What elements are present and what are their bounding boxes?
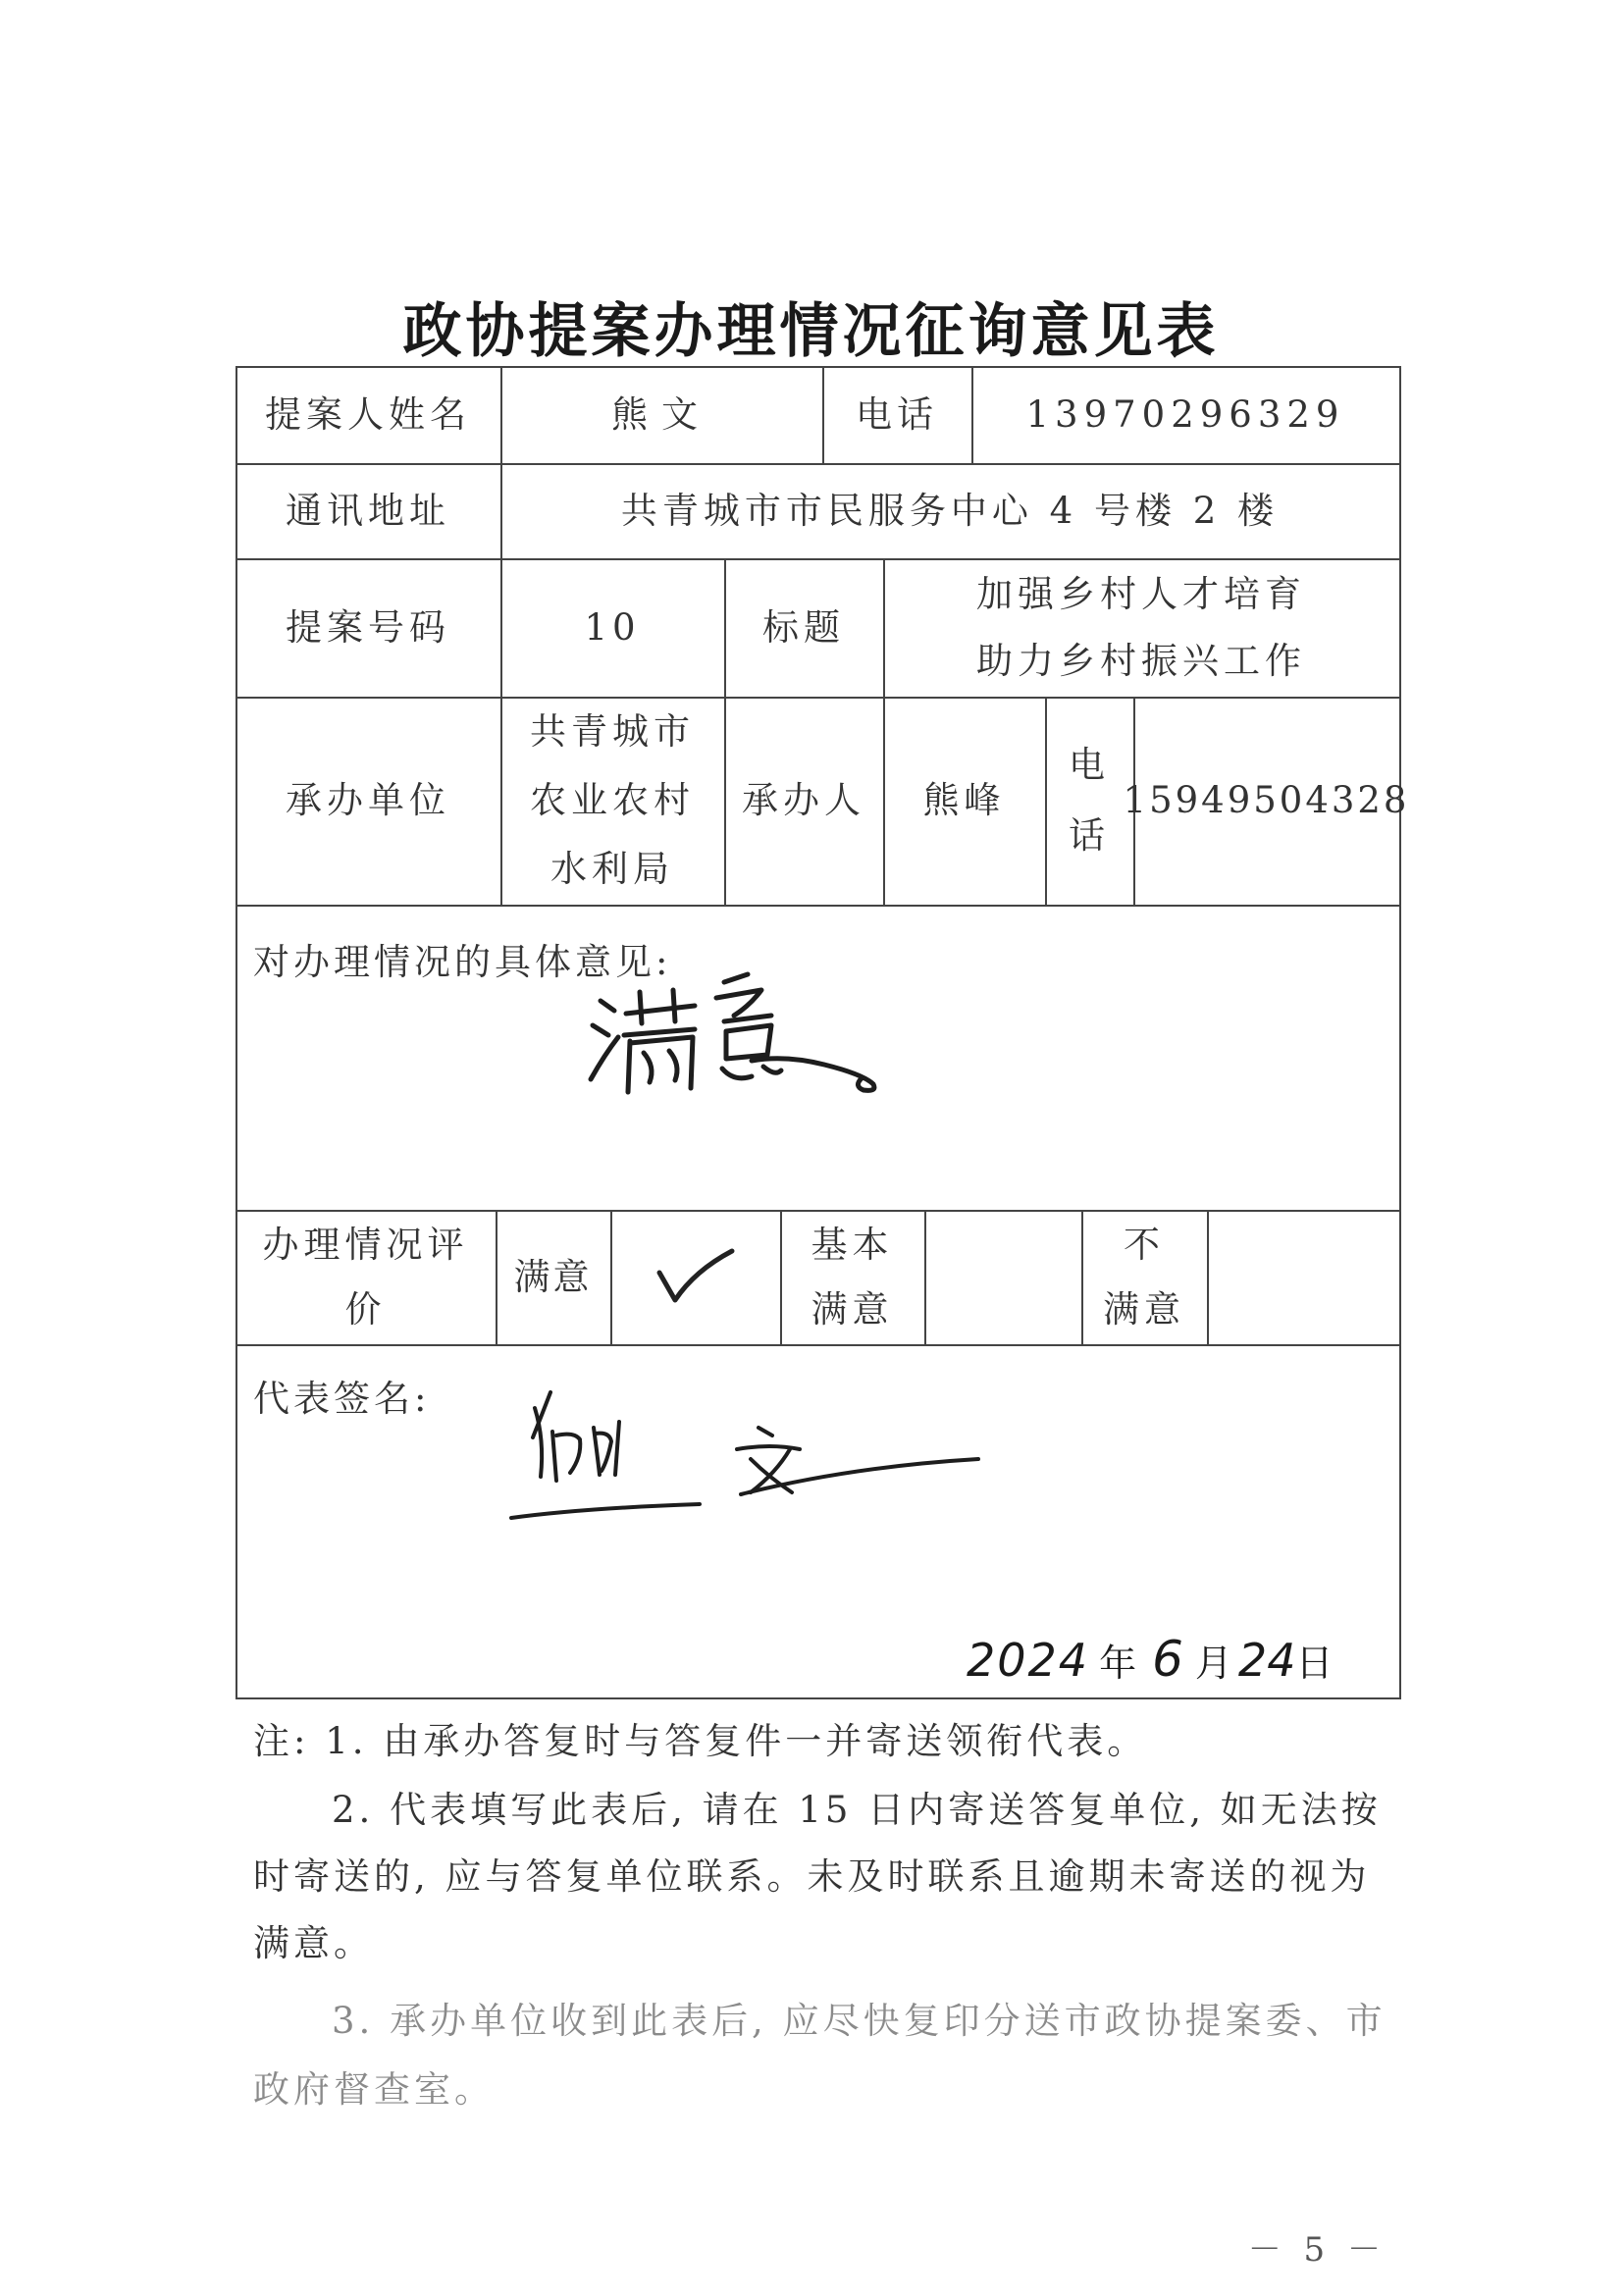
- address-value: 共青城市市民服务中心 4 号楼 2 楼: [620, 489, 1280, 532]
- form-title: 政协提案办理情况征询意见表: [402, 297, 1220, 366]
- unit-line: 共青城市: [530, 710, 695, 753]
- proposer-name-value: 熊文: [611, 392, 711, 436]
- note-line-6: 政府督查室。: [253, 2068, 495, 2111]
- option-satisfied-checkbox[interactable]: [610, 1210, 780, 1344]
- signature-date: [967, 1631, 1333, 1690]
- handling-unit-label: 承办单位: [286, 779, 450, 822]
- handler-label: 承办人: [742, 779, 865, 822]
- date-month-char: 月: [1194, 1642, 1232, 1685]
- handler-phone-value: 15949504328: [1123, 779, 1410, 822]
- table-border-right: [1399, 366, 1401, 1697]
- proposal-number-value: 10: [584, 605, 641, 649]
- option-not-satisfied-label: [1081, 1210, 1207, 1344]
- subject-value: [883, 558, 1399, 697]
- table-border-bottom: [235, 1697, 1401, 1699]
- note-line-3: 时寄送的, 应与答复单位联系。未及时联系且逾期未寄送的视为: [253, 1855, 1371, 1898]
- note-line-4: 满意。: [253, 1922, 374, 1964]
- check-mark-icon: [652, 1243, 740, 1312]
- evaluation-label-line: 价: [344, 1287, 387, 1331]
- subject-line: 加强乡村人才培育: [976, 572, 1306, 615]
- handwritten-opinion: [579, 966, 893, 1109]
- proposal-number-label: 提案号码: [286, 605, 450, 649]
- option-satisfied-label: 满意: [513, 1255, 593, 1298]
- evaluation-label: [235, 1210, 496, 1344]
- row-divider: [235, 1344, 1401, 1346]
- handler-phone-label-char: 话: [1069, 814, 1110, 857]
- basic-line: 满意: [811, 1287, 894, 1331]
- date-year: 2024: [967, 1634, 1090, 1687]
- phone-value: 13970296329: [1025, 392, 1345, 436]
- subject-line: 助力乡村振兴工作: [976, 639, 1306, 682]
- option-basic-satisfied-label: [780, 1210, 924, 1344]
- phone-label: 电话: [856, 392, 938, 436]
- date-month: 6: [1152, 1631, 1183, 1688]
- note-line-5: 3. 承办单位收到此表后, 应尽快复印分送市政协提案委、市: [332, 2000, 1387, 2042]
- handler-phone-label: [1045, 697, 1133, 905]
- option-basic-satisfied-checkbox[interactable]: [924, 1210, 1081, 1344]
- page-number: － 5 －: [1247, 2230, 1387, 2270]
- handler-phone-label-char: 电: [1069, 744, 1110, 786]
- option-not-satisfied-checkbox[interactable]: [1207, 1210, 1399, 1344]
- proposer-name-label: 提案人姓名: [265, 392, 471, 436]
- address-label: 通讯地址: [286, 489, 450, 532]
- basic-line: 基本: [811, 1223, 894, 1266]
- subject-label: 标题: [762, 605, 845, 649]
- not-line: 不: [1124, 1223, 1165, 1266]
- row-divider: [235, 905, 1401, 907]
- not-line: 满意: [1103, 1287, 1185, 1331]
- opinion-label: 对办理情况的具体意见:: [253, 941, 672, 983]
- note-line-2: 2. 代表填写此表后, 请在 15 日内寄送答复单位, 如无法按: [332, 1789, 1382, 1831]
- handling-unit-value: [500, 697, 724, 905]
- evaluation-label-line: 办理情况评: [262, 1223, 469, 1266]
- signature-label: 代表签名:: [253, 1378, 431, 1420]
- handwritten-signature: [505, 1379, 996, 1536]
- unit-line: 水利局: [550, 848, 674, 890]
- date-day: 24: [1237, 1634, 1296, 1687]
- date-day-char: 日: [1295, 1642, 1334, 1685]
- handler-value: 熊峰: [922, 779, 1006, 822]
- note-line-1: 注: 1. 由承办答复时与答复件一并寄送领衔代表。: [253, 1720, 1148, 1762]
- date-year-char: 年: [1099, 1642, 1137, 1685]
- unit-line: 农业农村: [530, 779, 695, 821]
